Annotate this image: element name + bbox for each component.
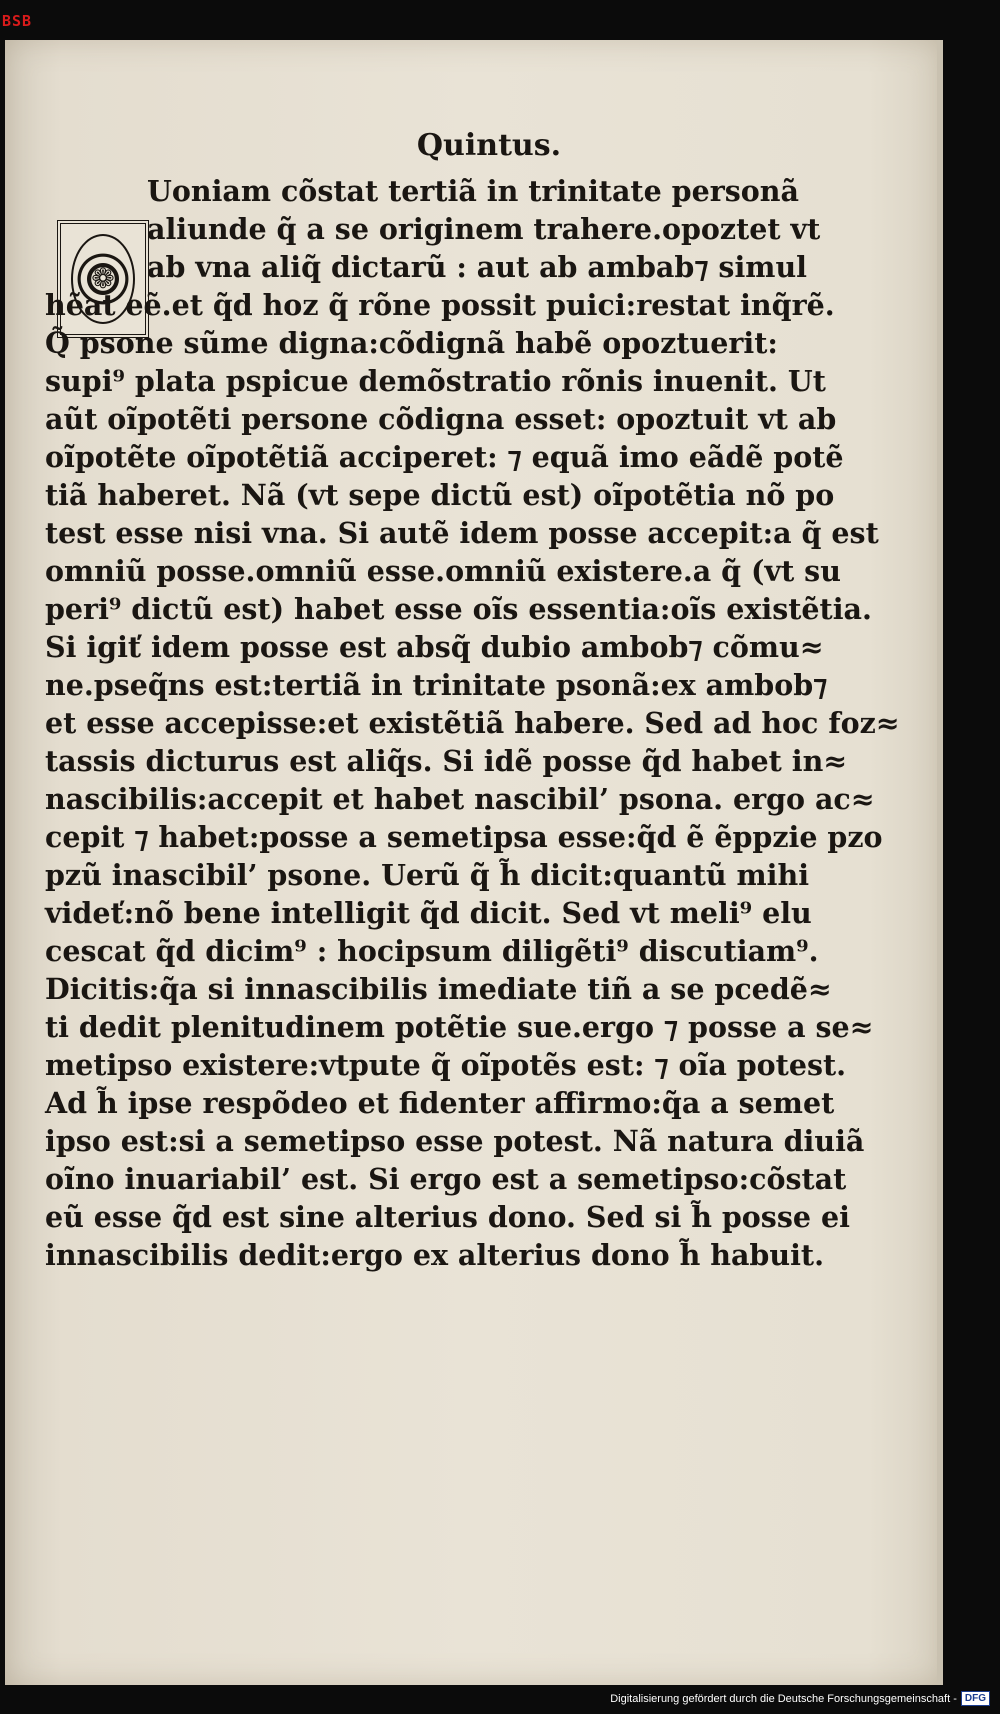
text-line: ne.pseq̃ns est:tertiã in trinitate psonã:ex ambob⁊ (45, 668, 828, 702)
library-mark: BSB (2, 12, 33, 30)
text-line: oĩno inuariabil’ est. Si ergo est a semetipso:cõstat (45, 1162, 847, 1196)
text-line: ab vna aliq̃ dictarũ : aut ab ambab⁊ simul (147, 250, 807, 284)
text-line: Q̃ psone sũme digna:cõdignã habẽ opoztuerit: (45, 326, 778, 360)
text-line: hẽat eẽ.et q̃d hoz q̃ rõne possit puici:restat inq̃rẽ. (45, 288, 835, 322)
credit-text: Digitalisierung gefördert durch die Deutsche Forschungsgemeinschaft - (610, 1692, 957, 1705)
text-line: ipso est:si a semetipso esse potest. Nã natura diuiã (45, 1124, 865, 1158)
text-line: ti dedit plenitudinem potẽtie sue.ergo ⁊ posse a se≈ (45, 1010, 874, 1044)
text-line: oĩpotẽte oĩpotẽtiã acciperet: ⁊ equã imo eãdẽ potẽ (45, 440, 844, 474)
text-line: Dicitis:q̃a si innascibilis imediate tiñ a se pcedẽ≈ (45, 972, 832, 1006)
text-line: pzũ inascibil’ psone. Uerũ q̃ h̃ dicit:quantũ mihi (45, 858, 810, 892)
text-line: aũt oĩpotẽti persone cõdigna esset: opoztuit vt ab (45, 402, 837, 436)
text-line: cescat q̃d dicim⁹ : hocipsum diligẽti⁹ discutiam⁹. (45, 934, 819, 968)
text-line: cepit ⁊ habet:posse a semetipsa esse:q̃d ẽ ẽppzie pzo (45, 820, 883, 854)
text-line: Ad h̃ ipse respõdeo et fidenter affirmo:q̃a a semet (45, 1086, 835, 1120)
flower-icon: ❁ (91, 262, 115, 295)
text-line: test esse nisi vna. Si autẽ idem posse accepit:a q̃ est (45, 516, 879, 550)
running-head: Quintus. (416, 128, 562, 163)
digitization-credit (610, 1691, 990, 1706)
text-line: nascibilis:accepit et habet nascibil’ psona. ergo ac≈ (45, 782, 875, 816)
text-line: omniũ posse.omniũ esse.omniũ existere.a q̃ (vt su (45, 554, 841, 588)
text-line: et esse accepisse:et existẽtiã habere. Sed ad hoc foz≈ (45, 706, 900, 740)
text-line: Uoniam cõstat tertiã in trinitate personã (147, 174, 799, 208)
text-line: aliunde q̃ a se originem trahere.opoztet vt (147, 212, 821, 246)
text-line: innascibilis dedit:ergo ex alterius dono h̃ habuit. (45, 1238, 824, 1272)
text-line: eũ esse q̃d est sine alterius dono. Sed si h̃ posse ei (45, 1200, 850, 1234)
text-line: tassis dicturus est aliq̃s. Si idẽ posse q̃d habet in≈ (45, 744, 848, 778)
text-line: metipso existere:vtpute q̃ oĩpotẽs est: ⁊ oĩa potest. (45, 1048, 847, 1082)
page-edge (937, 40, 943, 1685)
book-page (5, 40, 943, 1685)
text-line: Si igiť idem posse est absq̃ dubio ambob⁊ cõmu≈ (45, 630, 824, 664)
text-line: videť:nõ bene intelligit q̃d dicit. Sed vt meli⁹ elu (45, 896, 812, 930)
dfg-logo: DFG (961, 1691, 990, 1706)
text-line: peri⁹ dictũ est) habet esse oĩs essentia:oĩs existẽtia. (45, 592, 872, 626)
text-line: tiã haberet. Nã (vt sepe dictũ est) oĩpotẽtia nõ po (45, 478, 835, 512)
text-line: supi⁹ plata pspicue demõstratio rõnis inuenit. Ut (45, 364, 826, 398)
